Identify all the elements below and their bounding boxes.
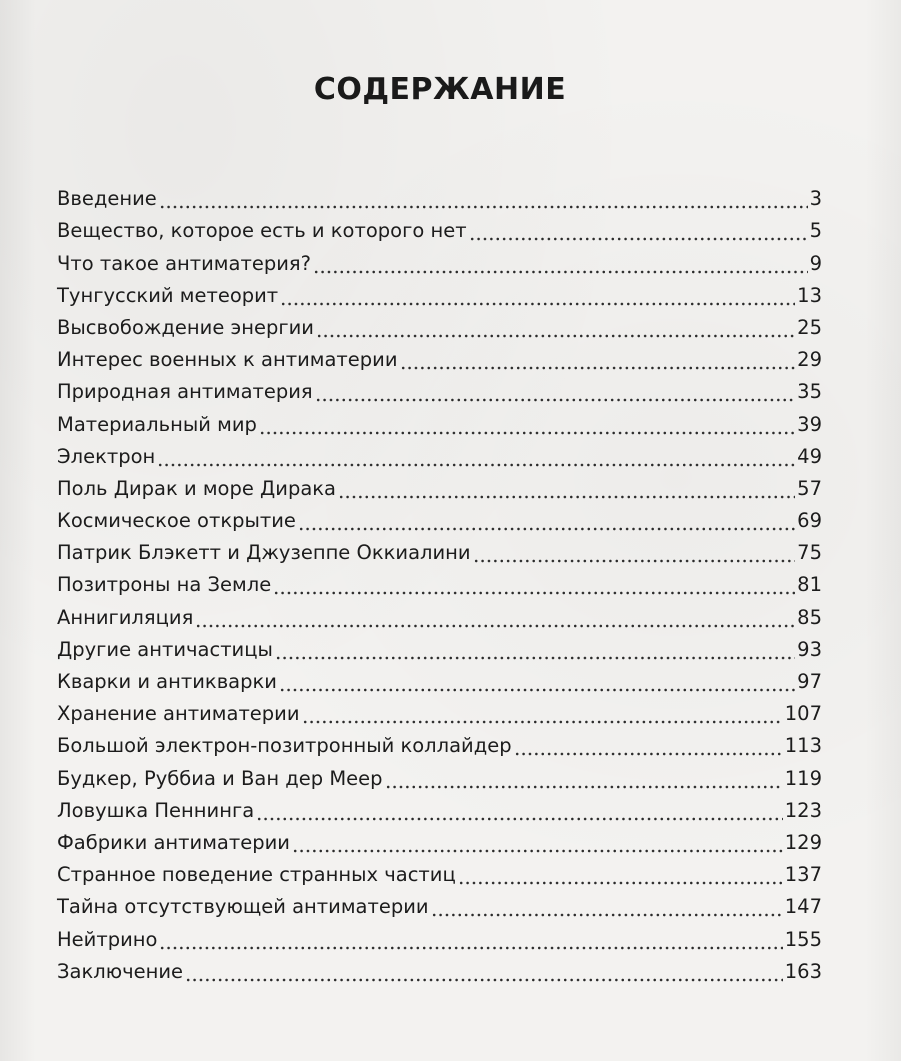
table-of-contents [57, 183, 822, 988]
toc-entry-page: 39 [797, 412, 822, 436]
toc-entry-page: 29 [797, 348, 822, 372]
toc-entry [57, 698, 822, 730]
toc-entry [57, 634, 822, 666]
toc-dot-leader [469, 217, 808, 241]
toc-entry [57, 312, 822, 344]
toc-dot-leader [431, 893, 783, 917]
toc-dot-leader [298, 507, 795, 531]
toc-entry-page: 163 [784, 959, 822, 983]
toc-entry [57, 183, 822, 215]
toc-entry [57, 795, 822, 827]
toc-entry [57, 859, 822, 891]
toc-entry-title: Большой электрон-позитронный коллайдер [57, 734, 512, 758]
toc-entry-page: 81 [797, 573, 822, 597]
toc-dot-leader [279, 668, 795, 692]
toc-entry [57, 441, 822, 473]
toc-entry-title: Другие античастицы [57, 637, 273, 661]
toc-dot-leader [313, 250, 808, 274]
toc-entry-title: Высвобождение энергии [57, 315, 314, 339]
toc-entry-page: 147 [784, 895, 822, 919]
toc-entry-page: 97 [797, 670, 822, 693]
toc-dot-leader [256, 797, 783, 821]
toc-entry [57, 601, 822, 633]
toc-entry-page: 3 [809, 187, 822, 211]
toc-entry-page: 13 [797, 283, 822, 307]
toc-entry-page: 155 [784, 927, 822, 951]
toc-entry-title: Фабрики антиматерии [57, 830, 290, 854]
toc-entry-title: Хранение антиматерии [57, 702, 300, 726]
toc-entry-page: 69 [797, 509, 822, 533]
toc-entry [57, 569, 822, 601]
toc-entry [57, 505, 822, 537]
toc-entry-page: 25 [797, 315, 822, 339]
toc-entry [57, 891, 822, 923]
toc-dot-leader [514, 732, 783, 756]
toc-entry-title: Будкер, Руббиа и Ван дер Меер [57, 766, 383, 790]
toc-entry-title: Космическое открытие [57, 509, 296, 533]
toc-entry-title: Поль Дирак и море Дирака [57, 476, 337, 500]
toc-entry-title: Интерес военных к антиматерии [57, 348, 398, 372]
toc-entry-title: Электрон [57, 444, 156, 468]
page-title: СОДЕРЖАНИЕ [313, 72, 567, 107]
toc-entry-title: Что такое антиматерия? [57, 251, 311, 275]
toc-entry-page: 123 [784, 798, 822, 822]
toc-dot-leader [159, 926, 782, 950]
toc-dot-leader [280, 282, 795, 306]
toc-entry-title: Позитроны на Земле [57, 573, 272, 597]
toc-entry-title: Вещество, которое есть и которого нет [57, 219, 467, 243]
toc-entry-title: Тунгусский метеорит [57, 283, 279, 307]
toc-entry-page: 113 [784, 734, 822, 758]
toc-dot-leader [159, 185, 808, 209]
toc-entry [57, 923, 822, 955]
toc-entry-title: Нейтрино [57, 927, 158, 951]
toc-entry-title: Странное поведение странных частиц [57, 863, 456, 887]
toc-dot-leader [302, 700, 783, 724]
toc-entry-page: 119 [784, 766, 822, 790]
toc-dot-leader [338, 475, 795, 499]
toc-entry [57, 376, 822, 408]
toc-entry [57, 215, 822, 247]
toc-entry-title: Патрик Блэкетт и Джузеппе Оккиалини [57, 541, 471, 565]
toc-entry [57, 956, 822, 988]
toc-entry-title: Введение [57, 187, 157, 211]
toc-dot-leader [195, 604, 795, 628]
toc-dot-leader [275, 636, 795, 660]
toc-dot-leader [315, 378, 796, 402]
toc-entry-page: 85 [797, 605, 822, 629]
toc-dot-leader [400, 346, 796, 370]
toc-dot-leader [273, 571, 795, 595]
toc-entry-page: 137 [784, 863, 822, 887]
toc-entry [57, 762, 822, 794]
toc-entry-page: 9 [809, 251, 822, 275]
toc-entry-title: Аннигиляция [57, 605, 194, 629]
toc-entry-title: Тайна отсутствующей антиматерии [57, 895, 429, 919]
toc-dot-leader [292, 829, 783, 853]
toc-entry [57, 344, 822, 376]
toc-entry [57, 473, 822, 505]
toc-entry-title: Кварки и антикварки [57, 670, 277, 693]
toc-entry [57, 247, 822, 279]
toc-entry-page: 75 [797, 541, 822, 565]
toc-entry-page: 57 [797, 476, 822, 500]
toc-dot-leader [458, 861, 783, 885]
toc-dot-leader [473, 539, 796, 563]
toc-dot-leader [185, 958, 783, 982]
toc-entry-title: Природная антиматерия [57, 380, 313, 404]
toc-entry-page: 35 [797, 380, 822, 404]
toc-entry-page: 107 [784, 702, 822, 726]
toc-entry-title: Заключение [57, 959, 184, 983]
toc-dot-leader [385, 765, 783, 789]
toc-entry [57, 827, 822, 859]
toc-entry-title: Ловушка Пеннинга [57, 798, 255, 822]
toc-entry-page: 93 [797, 637, 822, 661]
toc-dot-leader [157, 443, 795, 467]
toc-entry [57, 730, 822, 762]
toc-entry [57, 666, 822, 698]
toc-dot-leader [316, 314, 795, 338]
toc-entry [57, 280, 822, 312]
toc-entry-page: 129 [784, 830, 822, 854]
toc-entry-page: 49 [797, 444, 822, 468]
toc-dot-leader [259, 411, 795, 435]
toc-entry [57, 537, 822, 569]
toc-entry-title: Материальный мир [57, 412, 257, 436]
toc-entry [57, 408, 822, 440]
toc-entry-page: 5 [809, 219, 822, 243]
